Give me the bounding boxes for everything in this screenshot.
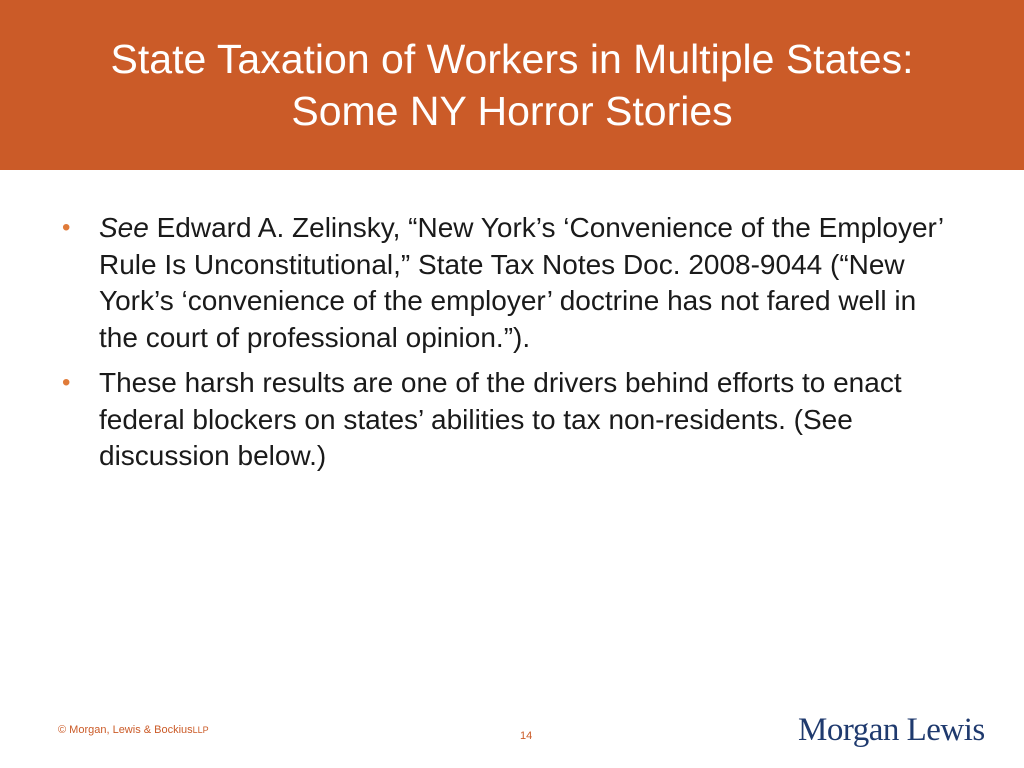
slide-title-line-2: Some NY Horror Stories [291, 88, 733, 134]
company-logo: Morgan Lewis [798, 712, 985, 748]
bullet-icon: • [62, 214, 71, 241]
bullet-text: These harsh results are one of the drivers behind efforts to enact federal blockers on states’ abilities to tax non-residents. (See discussion below.) [99, 367, 902, 471]
bullet-text: Edward A. Zelinsky, “New York’s ‘Convenience of the Employer’ Rule Is Unconstitutional,” State Tax Notes Doc. 2008-9044 (“New York’s ‘convenience of the employer’ doctrine has not fared well in the court of professional opinion.”). [99, 212, 944, 353]
title-bar [0, 0, 1024, 170]
copyright-llp: LLP [192, 725, 209, 735]
bullet-italic-lead: See [99, 212, 149, 243]
copyright-notice [58, 724, 209, 736]
copyright-text: © Morgan, Lewis & Bockius [58, 724, 193, 736]
bullet-item [62, 210, 962, 356]
slide-title-line-1: State Taxation of Workers in Multiple States: [110, 36, 914, 82]
page-number: 14 [520, 730, 533, 742]
bullet-list [62, 210, 962, 484]
bullet-item [62, 365, 962, 475]
bullet-icon: • [62, 369, 71, 396]
